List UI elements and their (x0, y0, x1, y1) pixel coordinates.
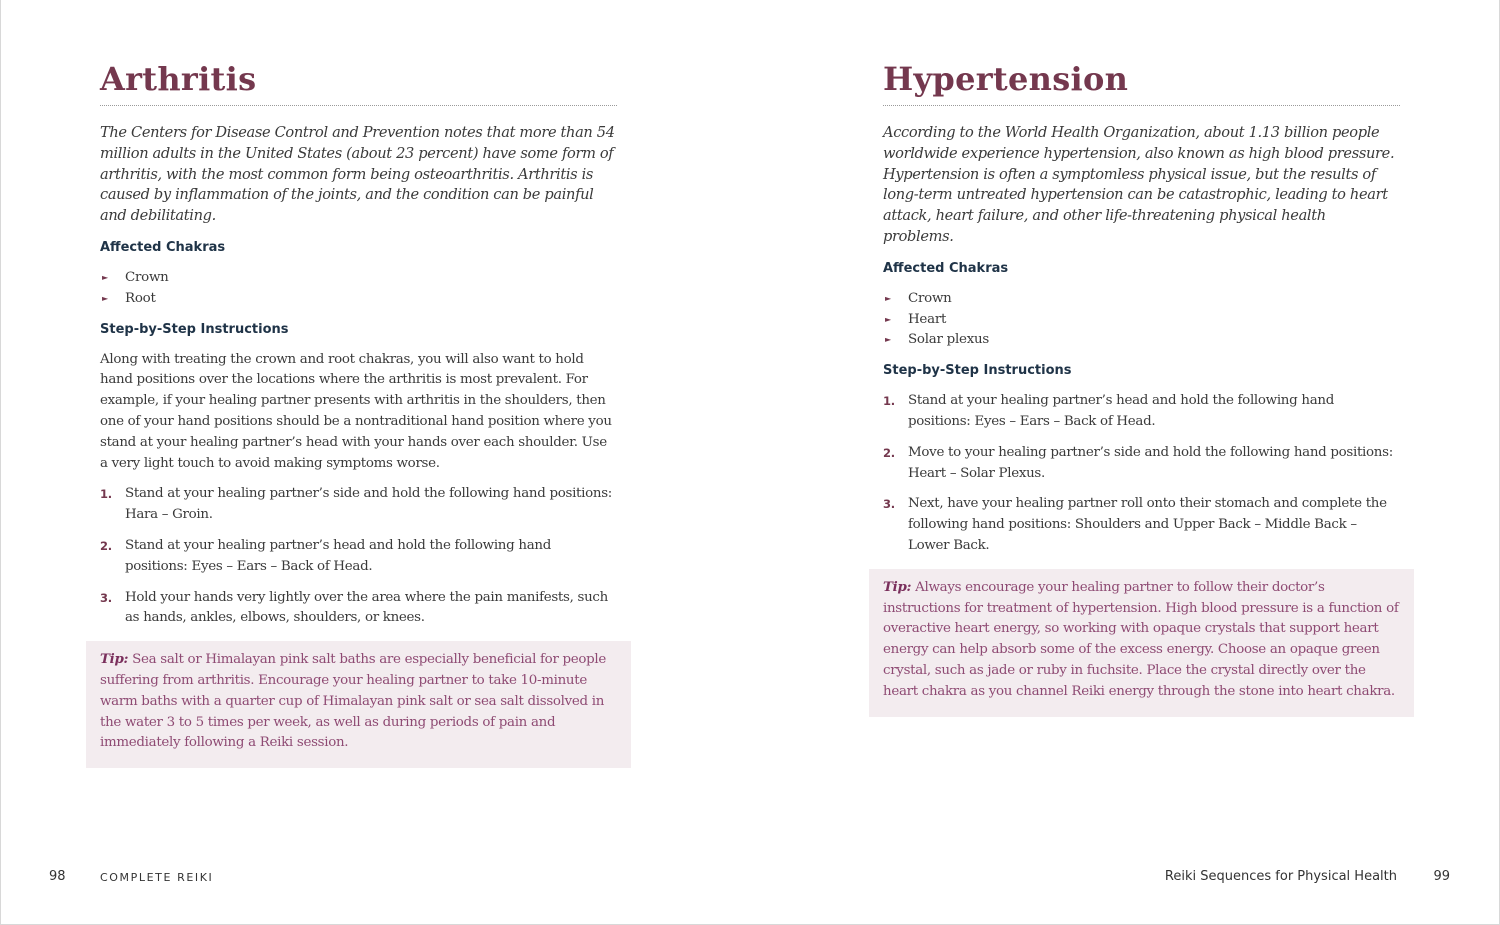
intro-paragraph: The Centers for Disease Control and Prevention notes that more than 54 million adults in the United States (about 23 percent) have some form of arthritis, with the most common form being osteoarthritis. Arthritis is caused by inflammation of the joints, and the condition can be painful and debilitating. (100, 124, 615, 225)
page-title: Arthritis (100, 60, 257, 98)
tip-label: Tip: (883, 578, 912, 595)
step-item: 2. Stand at your healing partner’s head and hold the following hand positions: Eyes – Ears – Back of Head. (100, 537, 551, 574)
affected-chakras-heading: Affected Chakras (100, 239, 226, 255)
bullet-triangle-icon: ► (885, 314, 891, 324)
bullet-triangle-icon: ► (885, 335, 891, 345)
page-title: Hypertension (883, 60, 1129, 98)
chakra-list (883, 289, 1400, 351)
list-item: ► Crown (100, 268, 617, 289)
instructions-intro: Along with treating the crown and root chakras, you will also want to hold hand positions over the locations where the arthritis is most prevalent. For example, if your healing partner presents with arthritis in the shoulders, then one of your hand positions should be a nontraditional hand position where you stand at your healing partner’s head with your hands over each shoulder. Use a very light touch to avoid making symptoms worse. (100, 351, 612, 471)
tip-label: Tip: (100, 651, 129, 668)
tip-box (86, 641, 631, 768)
list-item: ► Root (100, 289, 617, 310)
step-item: 2. Move to your healing partner’s side and hold the following hand positions: Heart – Solar Plexus. (883, 444, 1393, 481)
bullet-triangle-icon: ► (102, 272, 108, 282)
instructions-heading: Step-by-Step Instructions (100, 321, 289, 337)
step-item: 1. Stand at your healing partner’s side and hold the following hand positions: Hara – Groin. (100, 486, 612, 523)
tip-box (869, 569, 1414, 717)
step-item: 3. Next, have your healing partner roll onto their stomach and complete the following hand positions: Shoulders and Upper Back – Middle Back – Lower Back. (883, 496, 1387, 553)
list-item: ► Crown (883, 289, 1400, 310)
bullet-triangle-icon: ► (885, 293, 891, 303)
title-divider (100, 105, 617, 106)
step-item: 1. Stand at your healing partner’s head and hold the following hand positions: Eyes – Ears – Back of Head. (883, 393, 1334, 429)
tip-text: Always encourage your healing partner to follow their doctor’s instructions for treatment of hypertension. High blood pressure is a function of overactive heart energy, so working with opaque crystals that support heart energy can help absorb some of the excess energy. Choose an opaque green crystal, such as jade or ruby in fuchsite. Place the crystal directly over the heart chakra as you channel Reiki energy through the stone into heart chakra. (883, 579, 1399, 699)
right-page-number: 99 (1433, 869, 1450, 884)
list-item: ► Solar plexus (883, 330, 1400, 351)
instructions-heading: Step-by-Step Instructions (883, 363, 1072, 379)
affected-chakras-heading: Affected Chakras (883, 260, 1009, 276)
list-item: ► Heart (883, 310, 1400, 331)
steps-list (100, 484, 617, 629)
step-item: 3. Hold your hands very lightly over the area where the pain manifests, such as hands, ankles, elbows, shoulders, or knees. (100, 589, 608, 626)
tip-text: Sea salt or Himalayan pink salt baths are especially beneficial for people suffering from arthritis. Encourage your healing partner to take 10-minute warm baths with a quarter cup of Himalayan pink salt or sea salt dissolved in the water 3 to 5 times per week, as well as during periods of pain and immediately following a Reiki session. (100, 652, 607, 751)
left-page-number: 98 (49, 869, 66, 884)
left-running-head: COMPLETE REIKI (100, 871, 214, 884)
chakra-list (100, 268, 617, 310)
title-divider (883, 105, 1400, 106)
bullet-triangle-icon: ► (102, 293, 108, 303)
right-page-content (883, 123, 1400, 717)
steps-list (883, 391, 1400, 557)
left-page-content (100, 123, 617, 768)
right-running-head: Reiki Sequences for Physical Health (1164, 869, 1397, 884)
intro-paragraph: According to the World Health Organization, about 1.13 billion people worldwide experience hypertension, also known as high blood pressure. Hypertension is often a symptomless physical issue, but the results of long-term untreated hypertension can be catastrophic, leading to heart attack, heart failure, and other life-threatening physical health problems. (883, 124, 1395, 245)
